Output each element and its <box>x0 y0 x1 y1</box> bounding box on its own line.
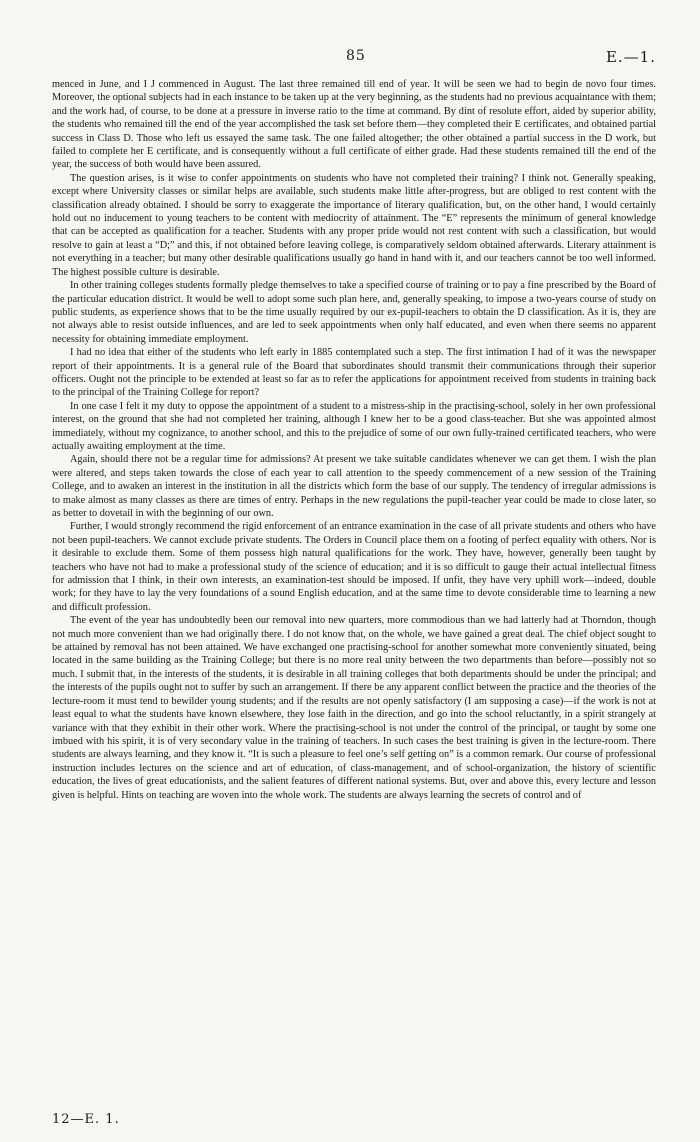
page-number: 85 <box>346 48 366 64</box>
paragraph: In other training colleges students formally pledge themselves to take a specified course of training or to pay a fine prescribed by the Board of the particular education district. It would be well to adopt some such plan here, and, generally speaking, to impose a two-years course of study on public students, as experience shows that to be the time usually required by our ex-pupil-teachers to obtain the D classification. As it is, they are not always able to resist outside influences, and are led to seek appointments when only half educated, and even when there seems no apparent necessity for obtaining immediate employment. <box>52 280 656 345</box>
paragraph: The question arises, is it wise to confer appointments on students who have not completed their training? I think not. Generally speaking, except where University classes or similar helps are available, such students make little after-progress, but are obliged to rest content with the classification already obtained. I should be sorry to exaggerate the importance of literary qualification, but, on the other hand, I would certainly hold out no inducement to young teachers to be content with mediocrity of attainment. The “E” represents the minimum of general knowledge that can be accepted as qualification for a teacher. Students with any proper pride would not rest content with such a classification, but would resolve to gain at least a “D;” and this, if not obtained before leaving college, is comparatively seldom obtained afterwards. Literary attainment is not everything in a teacher; but many other desirable qualifications usually go hand in hand with it, and our teachers cannot be too well informed. The highest possible culture is desirable. <box>52 172 656 278</box>
printer-signature-mark: 12—E. 1. <box>52 1112 120 1127</box>
paragraph: Again, should there not be a regular time for admissions? At present we take suitable candidates whenever we can get them. I wish the plan were altered, and steps taken towards the close of each year to call attention to the speedy commencement of a new session of the Training College, and to awaken an interest in the institution in all the districts which form the base of our supply. The tendency of irregular admissions is to make almost as many classes as there are times of entry. Perhaps in the new regulations the pupil-teacher year could be made to close later, so as better to dovetail in with the beginning of our own. <box>52 454 656 519</box>
page-header <box>0 48 700 66</box>
paragraph: I had no idea that either of the students who left early in 1885 contemplated such a step. The first intimation I had of it was the newspaper report of their appointments. It is a general rule of the Board that subordinates should transmit their communications through their superior officers. Ought not the principle to be extended at least so far as to refer the applications for appointment received from students in training back to the principal of the Training College for report? <box>52 347 656 399</box>
paragraph: Further, I would strongly recommend the rigid enforcement of an entrance examination in the case of all private students and others who have not been pupil-teachers. We cannot exclude private students. The Orders in Council place them on a footing of perfect equality with others. Nor is it desirable to exclude them. Some of them possess high natural qualifications for the work. They have, however, generally been taught by teachers who have not had to make a professional study of the science of education; and it is so difficult to gauge their actual intellectual fitness for admission that I think, in their own interests, an examination-test should be imposed. If unfit, they have very uphill work—indeed, double work; for they have to lay the very foundations of a sound English education, and at the same time to devote considerable time to learning a new and difficult profession. <box>52 521 656 613</box>
section-reference: E.—1. <box>605 48 656 66</box>
document-body <box>52 78 656 802</box>
paragraph: In one case I felt it my duty to oppose the appointment of a student to a mistress-ship in the practising-school, solely in her own professional interest, on the ground that she had not completed her training, although I knew her to be a good class-teacher. But she was appointed almost immediately, without my cognizance, to another school, and this to the prejudice of some of our own fully-trained certificated teachers, who were actually awaiting employment at the time. <box>52 400 656 452</box>
paragraph: menced in June, and I J commenced in August. The last three remained till end of year. It will be seen we had to begin de novo four times. Moreover, the optional subjects had in each instance to be taken up at the very beginning, as the students had no previous acquaintance with them; and the work had, of course, to be done at a pressure in inverse ratio to the time at command. By dint of resolute effort, aided by superior ability, the students who remained till the end of the year accomplished the task set before them—they completed their E certificates, and obtained partial success in Class D. Those who left us essayed the same task. The one failed altogether; the other obtained a partial success in the D work, but failed to complete her E certificate, and is consequently without a full certificate of either grade. Had these students remained till the end of the year, the success of both would have been assured. <box>52 79 656 171</box>
paragraph: The event of the year has undoubtedly been our removal into new quarters, more commodious than we had latterly had at Thorndon, though not much more convenient than we had originally there. I do not know that, on the whole, we have gained a great deal. The chief object sought to be attained by removal has not been attained. We have exchanged one practising-school for another somewhat more conveniently situated, being located in the same building as the Training College; but there is no more real unity between the two departments than before—possibly not so much. I submit that, in the interests of the students, it is desirable in all training colleges that both departments should be under the principal; and the interests of the pupils ought not to suffer by such an arrangement. If there be any apparent conflict between the practice and the theories of the lecture-room it must tend to bewilder young students; and if the results are not openly satisfactory (I am supposing a case)—if the work is not at least equal to what the students have known elsewhere, they lose faith in the direction, and go into the school reluctantly, in a spirit strangely at variance with that they exhibit in their other work. Where the practising-school is not under the control of the principal, or taught by some one imbued with his spirit, it is of very secondary value in the training of teachers. In such cases the best training is given in the lecture-room. There students are always learning, and they know it. “It is such a pleasure to feel one’s self getting on” is a common remark. Our course of professional instruction includes lectures on the science and art of education, of class-management, and of school-organization, the history of scientific education, the lives of great educationists, and the salient features of different national systems. But, over and above this, every lecture and lesson given is helpful. Hints on teaching are woven into the whole work. The students are always learning the secrets of control and of <box>52 615 656 801</box>
